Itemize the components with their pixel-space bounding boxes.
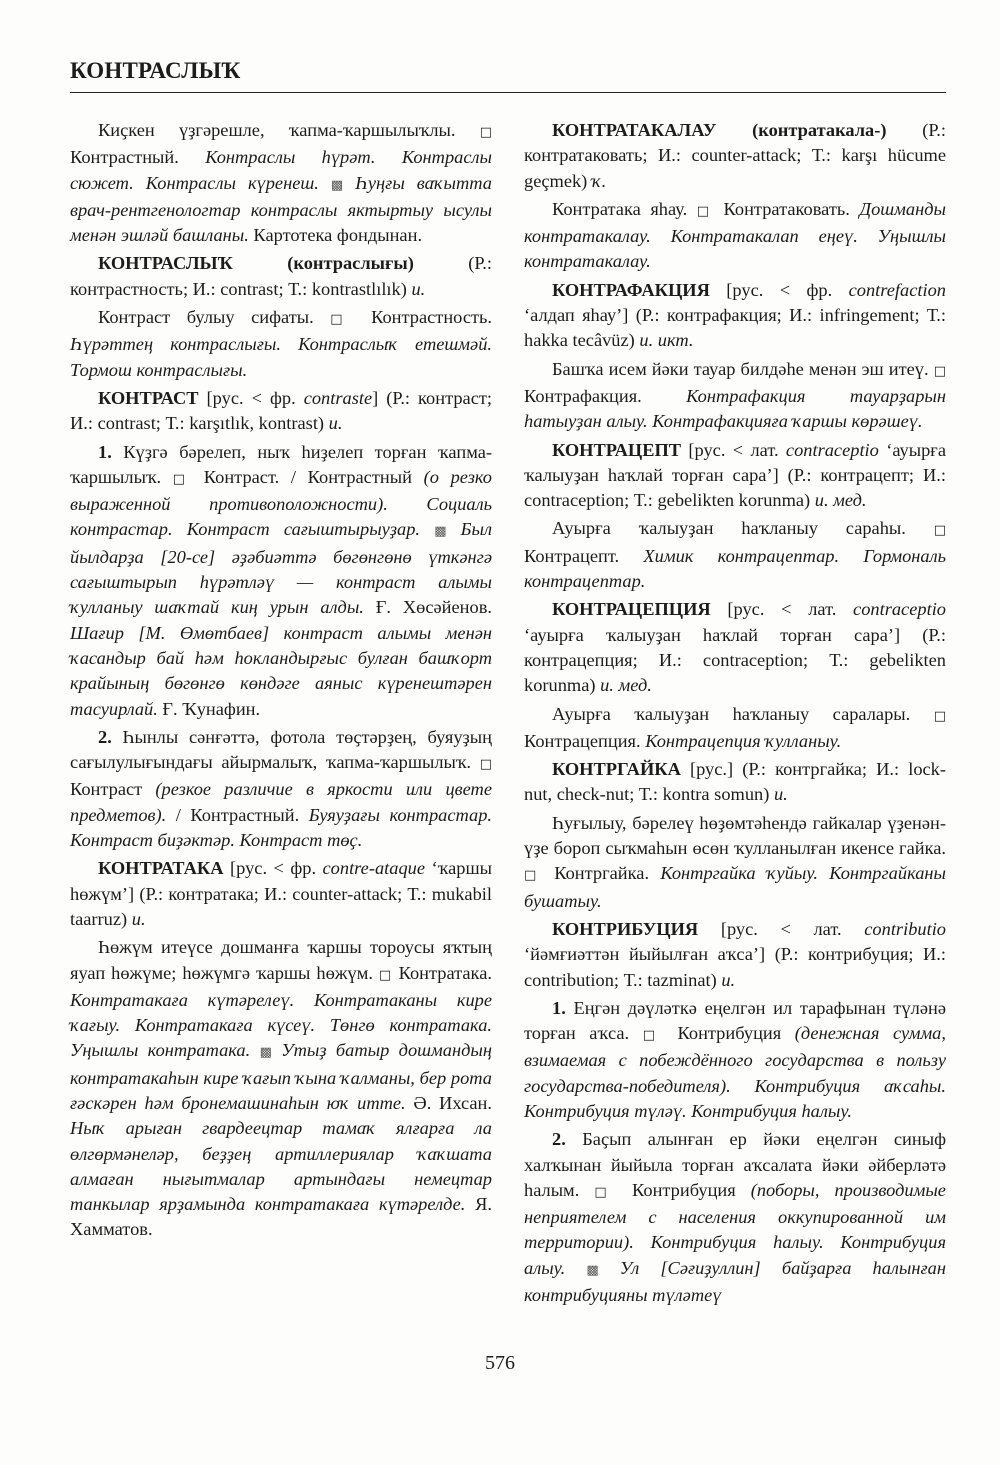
entry-kontrafakciya-def: Башҡа исем йәки тауар билдәһе менән эш итеү. □ Контрафакция. Контрафакция тауарҙарын һатыуҙан алыу. Контрафакцияға ҡаршы көрәшеү. — [524, 358, 946, 432]
entry-kontrgayka-def: Һуғылыу, бәрелеү һөҙөмтәһендә гайкалар үҙенән-үҙе бороп сыҡмаһын өсөн ҡулланылған икенсе гайка. □ Контргайка. Контргайка ҡуйыу. Контргайканы бушатыу. — [524, 812, 946, 911]
entry-kontrataka-def: Һөжүм итеүсе дошманға ҡаршы тороусы яҡтың яуап һөжүме; һөжүмгә ҡаршы һөжүм. □ Контратака. Контратакаға күтәрелеү. Контратаканы кире ҡағыу. Контратакаға күсеү. Төнгө контратака. Уңышлы контратака. ▩ Утыҙ батыр дошмандың контратакаһын кире ҡағып ҡына ҡалманы, бер рота ғәскәрен һәм бронемашинаһын юҡ итте. Ә. Ихсан. Ныҡ арыған гвардеецтар тамаҡ ялғарға ла өлгөрмәнеләр, беҙҙең артиллериялар ҡаҡшата алмаған нығытмалар артындағы немецтар танкылар ярҙамында контратакаға күтәрелде. Я. Хамматов. — [70, 937, 492, 1240]
illustration-square-icon: ▩ — [330, 177, 344, 193]
headword: КОНТРАСЛЫҠ (контраслығы) — [98, 253, 414, 274]
entry-kontracepciya-head: КОНТРАЦЕПЦИЯ [рус. < лат. contraceptio ‘ауырға ҡалыуҙан һаҡлай торған сара’] (Р.: контрацепция; И.: contraception; Т.: gebelikten korunma) и. мед. — [524, 599, 946, 696]
synonym-box-icon: □ — [172, 471, 193, 487]
synonym-box-icon: □ — [378, 967, 393, 983]
entry-kontrgayka-head: КОНТРГАЙКА [рус.] (Р.: контргайка; И.: lock-nut, check-nut; Т.: kontra somun) и. — [524, 759, 946, 805]
entry-kontracept-head: КОНТРАЦЕПТ [рус. < лат. contraceptio ‘ауырға ҡалыуҙан һаҡлай торған сара’] (Р.: контрацепт; И.: contraception; Т.: gebelikten korunma) и. мед. — [524, 439, 946, 511]
entry-kontrataka-head: КОНТРАТАКА [рус. < фр. contre-ataque ‘ҡаршы һөжүм’] (Р.: контратака; И.: counter-attack; Т.: mukabil taarruz) и. — [70, 858, 493, 929]
entry-kontraslyk-def: Контраст булыу сифаты. □ Контрастность. Һүрәттең контраслығы. Контраслыҡ етешмәй. Тормош контраслығы. — [70, 307, 492, 380]
synonym-box-icon: □ — [594, 1184, 618, 1200]
right-column — [524, 118, 946, 1311]
entry-kontratakalau-def: Контратака яһау. □ Контратаковать. Дошманды контратакалау. Контратакалап еңеү. Уңышлы контратакалау. — [524, 198, 946, 272]
header-rule — [70, 92, 946, 93]
synonym-box-icon: □ — [933, 363, 946, 379]
headword: КОНТРАЦЕПТ — [552, 439, 682, 460]
entry-kontrast-sense-2: 2. Һынлы сәнғәттә, фотола төҫтәрҙең, буяуҙың сағылулығындағы айырмалыҡ, ҡапма-ҡаршылыҡ. □ Контраст (резкое различие в яркости или цвете предметов). / Контрастный. Буяуҙағы контрастар. Контраст биҙәктәр. Контраст төҫ. — [70, 726, 492, 851]
synonym-box-icon: □ — [642, 1028, 664, 1044]
headword: КОНТРАТАКАЛАУ (контратакала-) — [552, 120, 887, 140]
entry-kontracept-def: Ауырға ҡалыуҙан һаҡланыу сараһы. □ Контрацепт. Химик контрацептар. Гормональ контрацептар. — [524, 518, 946, 592]
page-number: 576 — [485, 1352, 515, 1374]
entry-kontribuciya-sense-2: 2. Баҫып алынған ер йәки еңелгән синыф халҡынан йыйыла торған аҡсалата йәки әйберләтә һалым. □ Контрибуция (поборы, производимые неприятелем с населения оккупированной им территории). Контрибуция һалыу. Контрибуция алыу. ▩ Ул [Сәғиҙуллин] байҙарға һалынған контрибуцияны түләтеү — [524, 1129, 946, 1306]
headword: КОНТРГАЙКА — [552, 759, 681, 780]
entry-kontratakalau-head: КОНТРАТАКАЛАУ (контратакала-) (Р.: контратаковать; И.: counter-attack; Т.: karşı hücume geçmek) ҡ. — [524, 120, 947, 191]
entry-kontribuciya-head: КОНТРИБУЦИЯ [рус. < лат. contributio ‘йәмғиәттән йыйылған аҡса’] (Р.: контрибуция; И.: contribution; Т.: tazminat) и. — [524, 918, 946, 990]
synonym-box-icon: □ — [696, 203, 714, 219]
illustration-square-icon: ▩ — [434, 524, 447, 540]
entry-kontrast-sense-1: 1. Күҙгә бәрелеп, ныҡ һиҙелеп торған ҡапма-ҡаршылыҡ. □ Контраст. / Контрастный (о резко выраженной противоположности). Социаль контрастар. Контраст сағыштырыуҙар. ▩ Был йылдарҙа [20-се] әҙәбиәттә бөгөнгөнө үткәнгә сағыштырып һүрәтләү — контраст алымы ҡулланыу шаҡтай киң урын алды. Ғ. Хөсәйенов. Шағир [М. Өмөтбаев] контраст алымы менән ҡасандыр бай һәм һокландырғыс булған башҡорт крайының бөгөнгө көндәге аяныс күренештәрен тасуирлай. Ғ. Ҡунафин. — [70, 441, 492, 719]
entry-kontraslyk-head: КОНТРАСЛЫҠ (контраслығы) (Р.: контрастность; И.: contrast; Т.: kontrastlılık) и. — [70, 253, 492, 299]
headword: КОНТРАФАКЦИЯ — [552, 279, 710, 300]
entry-kontrafakciya-head: КОНТРАФАКЦИЯ [рус. < фр. contrefaction ‘алдап яһау’] (Р.: контрафакция; И.: infringement; Т.: hakka tecâvüz) и. икт. — [524, 279, 946, 351]
headword: КОНТРАЦЕПЦИЯ — [552, 599, 711, 620]
running-head: КОНТРАСЛЫҠ — [70, 58, 241, 83]
entry-kontribuciya-sense-1: 1. Еңгән дәүләткә еңелгән ил тарафынан түләнә торған аҡса. □ Контрибуция (денежная сумма, взимаемая с побеждённого государства в пользу государства-победителя). Контрибуция аҡсаһы. Контрибуция түләү. Контрибуция һалыу. — [524, 997, 946, 1121]
headword: КОНТРИБУЦИЯ — [552, 918, 699, 939]
illustration-square-icon: ▩ — [586, 1262, 599, 1278]
synonym-box-icon: □ — [933, 523, 946, 539]
synonym-box-icon: □ — [933, 708, 946, 724]
illustration-square-icon: ▩ — [259, 1045, 272, 1061]
synonym-box-icon: □ — [330, 312, 355, 328]
headword: КОНТРАСТ — [98, 387, 199, 408]
synonym-box-icon: □ — [479, 125, 492, 140]
entry-kontrasly-example: Киҫкен үҙгәрешле, ҡапма-ҡаршылыҡлы. □ Контрастный. Контраслы һүрәт. Контраслы сюжет. Контраслы күренеш. ▩ Һуңғы ваҡытта врач-рентгенологтар контраслы яктыртыу ысулы менән эшләй башланы. Картотека фондынан. — [70, 120, 492, 246]
entry-kontrast-head: КОНТРАСТ [рус. < фр. contraste] (Р.: контраст; И.: contrast; Т.: karşıtlık, kontrast) и. — [70, 387, 492, 434]
entry-kontracepciya-def: Ауырға ҡалыуҙан һаҡланыу саралары. □ Контрацепция. Контрацепция ҡулланыу. — [524, 703, 946, 751]
synonym-box-icon: □ — [524, 868, 543, 884]
headword: КОНТРАТАКА — [98, 858, 224, 879]
synonym-box-icon: □ — [479, 757, 492, 773]
left-column — [70, 118, 492, 1246]
